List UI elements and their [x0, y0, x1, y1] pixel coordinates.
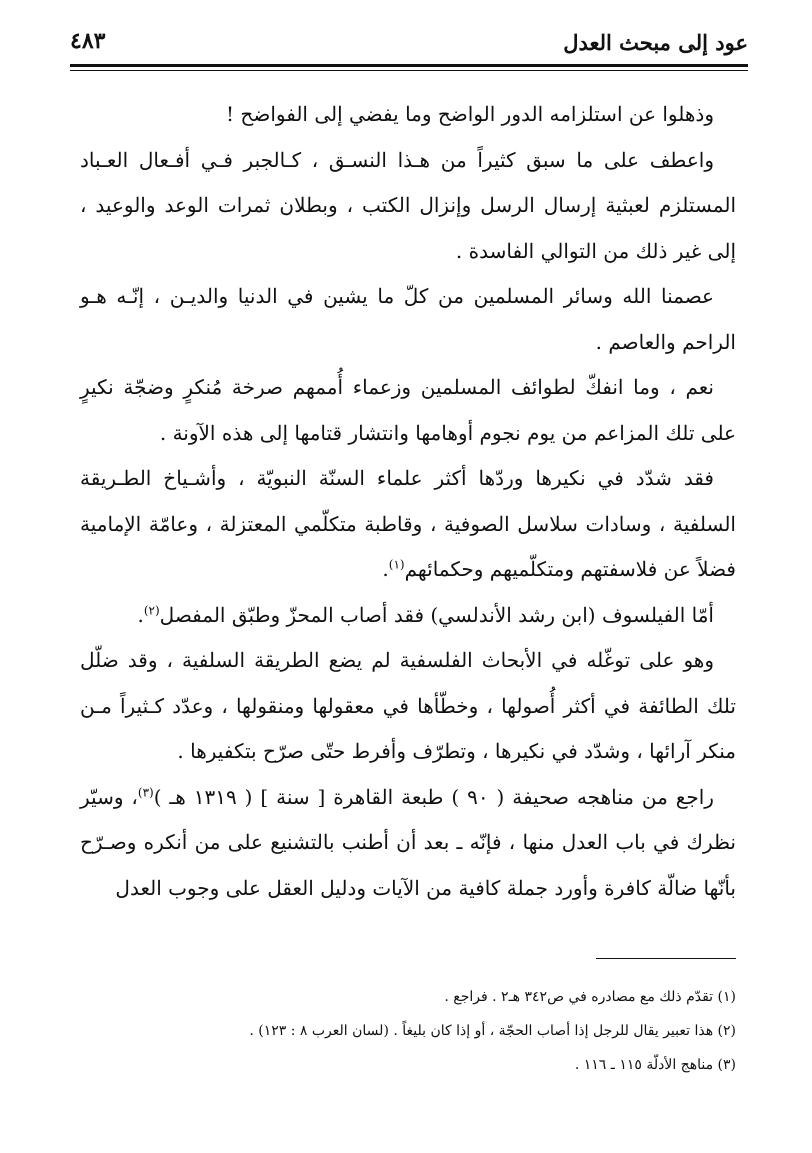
paragraph-text: أمّا الفيلسوف (ابن رشد الأندلسي) فقد أصاب المحزّ وطبّق المفصل	[159, 602, 714, 627]
running-title: عود إلى مبحث العدل	[563, 30, 748, 55]
footnote-1: (١) تقدّم ذلك مع مصادره في ص٣٤٢ هـ٢ . فراجع .	[444, 989, 736, 1005]
footnote-ref-1: (١)	[388, 557, 405, 572]
footnotes	[80, 980, 736, 1082]
paragraph-text: فقد شدّد في نكيرها وردّها أكثر علماء السنّة النبويّة ، وأشـياخ الطـريقة السلفية ، وسادات سلاسل الصوفية ، وقاطبة متكلّمي المعتزلة ، وعامّة الإمامية فضلاً عن فلاسفتهم ومتكلّميهم وحكمائهم	[80, 466, 736, 581]
paragraph-text-cont: ، وسيّر نظرك في باب العدل منها ، فإنّه ـ بعد أن أطنب بالتشنيع على من أنكره وصـرّح بأنّها ضالّة كافرة وأورد جملة كافية من الآيات ودليل العقل على وجوب العدل	[80, 784, 736, 900]
sentence-end: .	[382, 557, 389, 581]
footnote-3: (٣) مناهج الأدلّة ١١٥ ـ ١١٦ .	[574, 1057, 736, 1073]
footnote-2: (٢) هذا تعبير يقال للرجل إذا أصاب الحجّة ، أو إذا كان بليغاً . (لسان العرب ٨ : ١٢٣) .	[249, 1023, 736, 1039]
paragraph: وذهلوا عن استلزامه الدور الواضح وما يفضي إلى الفواضح !	[226, 102, 714, 126]
paragraph	[80, 775, 736, 912]
paragraph: نعم ، وما انفكّ لطوائف المسلمين وزعماء أُممهم صرخة مُنكرٍ وضجّة نكيرٍ على تلك المزاعم من يوم نجوم أوهامها وانتشار قتامها إلى هذه الآونة .	[80, 375, 736, 445]
paragraph: عصمنا الله وسائر المسلمين من كلّ ما يشين في الدنيا والديـن ، إنّـه هـو الراحم والعاصم .	[80, 284, 736, 354]
header-rule-thick	[70, 64, 748, 67]
page-number: ٤٨٣	[70, 28, 106, 54]
main-text	[80, 92, 736, 911]
paragraph: وهو على توغّله في الأبحاث الفلسفية لم يضع الطريقة السلفية ، وقد ضلّل تلك الطائفة في أكثر أُصولها ، وخطّأها في معقولها ومنقولها ، وعدّد كـثيراً مـن منكر آرائها ، وشدّد في نكيرها ، وتطرّف وأفرط حتّى صرّح بتكفيرها .	[80, 648, 736, 763]
footnote-ref-2: (٢)	[143, 602, 160, 617]
paragraph-text: راجع من مناهجه صحيفة ( ٩٠ ) طبعة القاهرة [ سنة ] ( ١٣١٩ هـ )	[153, 784, 714, 809]
paragraph	[80, 593, 736, 639]
footnote-separator	[596, 958, 736, 959]
sentence-end: .	[137, 602, 144, 627]
header-rule-thin	[70, 70, 748, 71]
paragraph: واعطف على ما سبق كثيراً من هـذا النسـق ، كـالجبر فـي أفـعال العـباد المستلزم لعبثية إرسال الرسل وإنزال الكتب ، وبطلان ثمرات الوعد والوعيد ، إلى غير ذلك من التوالي الفاسدة .	[80, 147, 736, 263]
running-header	[70, 26, 748, 66]
footnote-ref-3: (٣)	[137, 784, 154, 799]
paragraph	[80, 456, 736, 593]
